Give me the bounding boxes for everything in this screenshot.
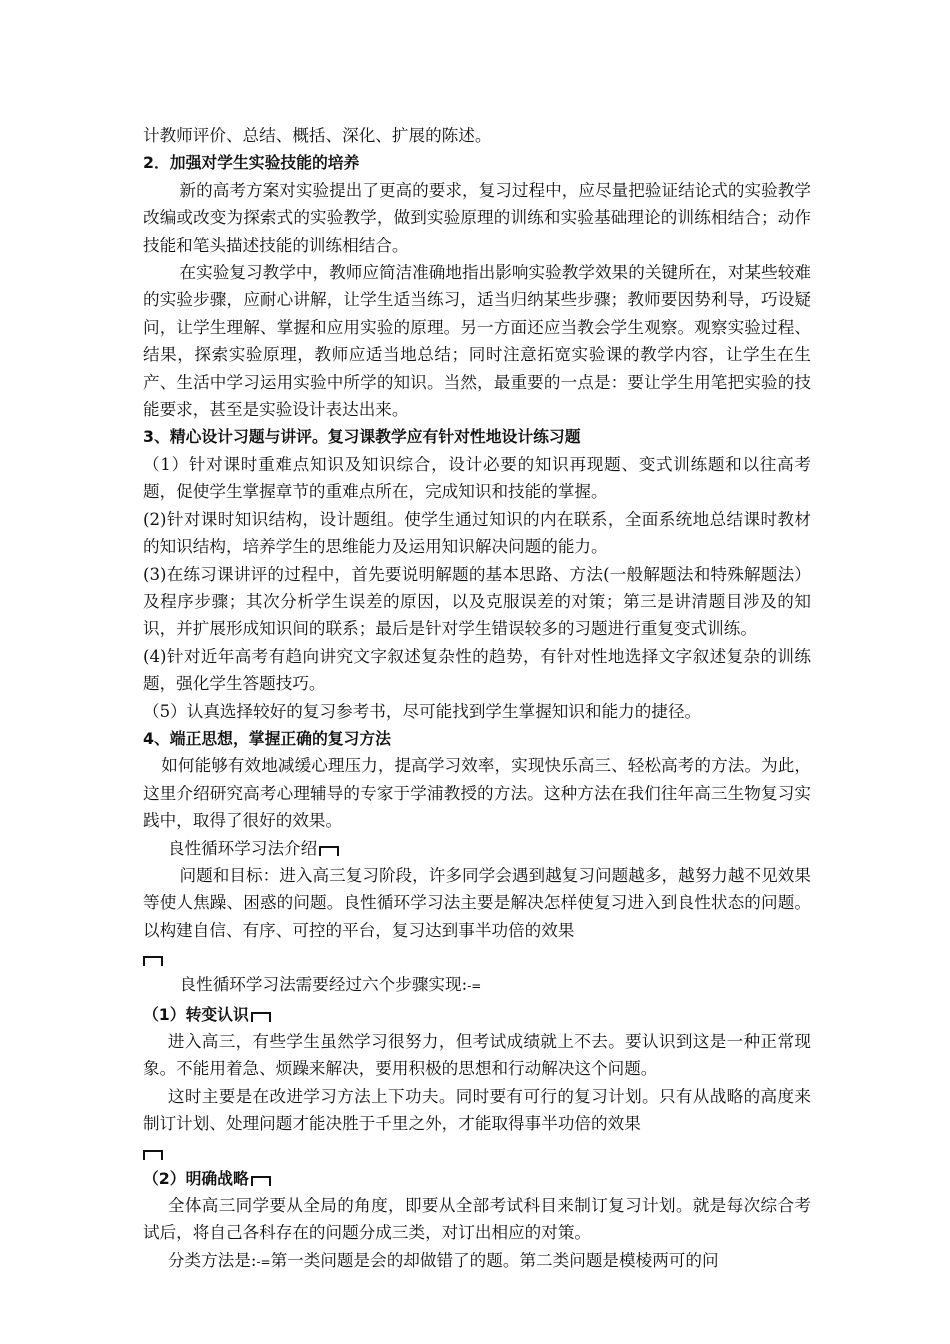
paragraph-improve-method: 这时主要是在改进学习方法上下功夫。同时要有可行的复习计划。只有从战略的高度来制订计划、处理问题才能决胜于千里之外，才能取得事半功倍的效果 (143, 1086, 811, 1134)
method-intro-text: 良性循环学习法介绍 (167, 838, 318, 858)
paragraph-classification (143, 1247, 811, 1276)
paragraph-item-5: （5）认真选择较好的复习参考书，尽可能找到学生掌握知识和能力的捷径。 (143, 701, 702, 721)
paragraph-problem-goal: 问题和目标：进入高三复习阶段，许多同学会遇到越复习问题越多，越努力越不见效果等使人焦躁、困惑的问题。良性循环学习法主要是解决怎样使复习进入到良性状态的问题。以构建自信、有序、可控的平台，复习达到事半功倍的效果 (143, 865, 811, 940)
heading-exercise-design: 3、精心设计习题与讲评。复习课教学应有针对性地设计练习题 (143, 427, 581, 447)
paragraph-item-1: （1）针对课时重难点知识及知识综合，设计必要的知识再现题、变式训练题和以往高考题，促使学生掌握章节的重难点所在，完成知识和技能的掌握。 (143, 454, 811, 502)
heading-change-perception (143, 1001, 811, 1028)
paragraph-item-4: (4)针对近年高考有趋向讲究文字叙述复杂性的趋势，有针对性地选择文字叙述复杂的训练题，强化学生答题技巧。 (143, 646, 811, 694)
paragraph-mark-icon (143, 1150, 163, 1160)
paragraph-exam-requirements: 新的高考方案对实验提出了更高的要求，复习过程中，应尽量把验证结论式的实验教学改编或改变为探索式的实验教学，做到实验原理的训练和实验基础理论的训练相结合；动作技能和笔头描述技能的训练相结合。 (143, 180, 811, 255)
paragraph-experiment-teaching: 在实验复习教学中，教师应简洁准确地指出影响实验教学效果的关键所在，对某些较难的实验步骤，应耐心讲解，让学生适当练习，适当归纳某些步骤；教师要因势利导，巧设疑问，让学生理解、掌握和应用实验的原理。另一方面还应当教会学生观察。观察实验过程、结果，探索实验原理，教师应适当地总结；同时注意拓宽实验课的教学内容，让学生在生产、生活中学习运用实验中所学的知识。当然，最重要的一点是：要让学生用笔把实验的技能要求，甚至是实验设计表达出来。 (143, 263, 811, 420)
six-steps-text: 良性循环学习法需要经过六个步骤实现: (179, 975, 468, 995)
paragraph-mark-line (143, 1138, 811, 1165)
field-code-mark: -= (467, 979, 482, 994)
paragraph-reduce-pressure: 如何能够有效地减缓心理压力，提高学习效率，实现快乐高三、轻松高考的方法。为此，这里介绍研究高考心理辅导的专家于学浦教授的方法。这种方法在我们往年高三生物复习实践中，取得了很好的效果。 (143, 756, 811, 831)
paragraph-item-3: (3)在练习课讲评的过程中，首先要说明解题的基本思路、方法(一般解题法和特殊解题法）及程序步骤；其次分析学生误差的原因，以及克服误差的对策；第三是讲清题目涉及的知识，并扩展形成知识间的联系；最后是针对学生错误较多的习题进行重复变式训练。 (143, 564, 811, 639)
paragraph-senior-year: 进入高三，有些学生虽然学习很努力，但考试成绩就上不去。要认识到这是一种正常现象。不能用着急、烦躁来解决，要用积极的思想和行动解决这个问题。 (143, 1032, 811, 1079)
paragraph-mark-icon (319, 846, 339, 856)
paragraph-mark-icon (143, 956, 163, 966)
paragraph-item-2: (2)针对课时知识结构，设计题组。使学生通过知识的内在联系，全面系统地总结课时教材的知识结构，培养学生的思维能力及运用知识解决问题的能力。 (143, 509, 811, 557)
heading-study-method: 4、端正思想，掌握正确的复习方法 (143, 728, 391, 748)
paragraph-six-steps (143, 971, 811, 1000)
paragraph-intro-tail: 计教师评价、总结、概括、深化、扩展的陈述。 (143, 126, 492, 145)
classification-text: 第一类问题是会的却做错了的题。第二类问题是模棱两可的问 (270, 1250, 719, 1270)
heading-experiment-skills: 2．加强对学生实验技能的培养 (143, 153, 360, 173)
change-perception-text: （1）转变认识 (143, 1004, 249, 1024)
field-code-mark: -= (256, 1254, 271, 1269)
paragraph-method-intro (143, 835, 811, 862)
paragraph-mark-icon (251, 1176, 271, 1186)
paragraph-overall-plan: 全体高三同学要从全局的角度，即要从全部考试科目来制订复习计划。就是每次综合考试后，将自己各科存在的问题分成三类，对订出相应的对策。 (143, 1196, 811, 1243)
document-page (143, 122, 811, 1276)
heading-clear-strategy (143, 1165, 811, 1192)
paragraph-mark-line (143, 944, 811, 971)
paragraph-mark-icon (251, 1012, 271, 1022)
classification-label: 分类方法是: (167, 1250, 257, 1270)
clear-strategy-text: （2）明确战略 (143, 1168, 249, 1188)
